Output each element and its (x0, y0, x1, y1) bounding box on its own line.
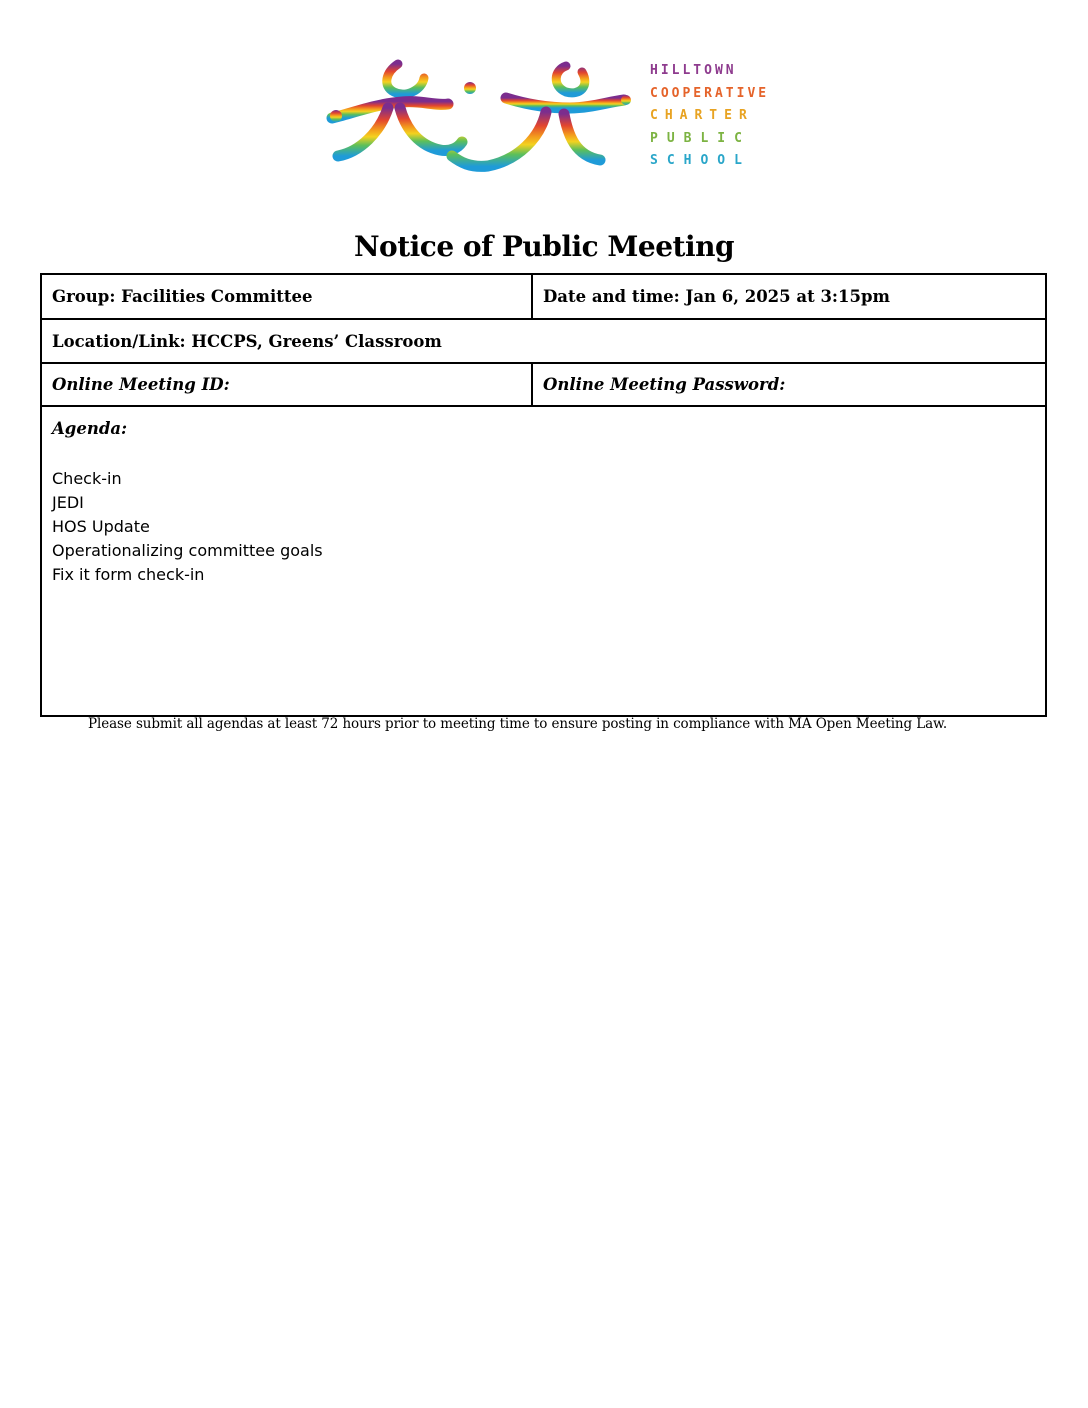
agenda-item: Check-in (52, 469, 122, 488)
logo-line-public: PUBLIC (650, 130, 751, 146)
logo-wordmark (650, 60, 790, 173)
logo-line-charter: CHARTER (650, 108, 754, 123)
group-field: Group: Facilities Committee (42, 275, 533, 318)
page-title: Notice of Public Meeting (353, 230, 735, 263)
agenda-item: JEDI (52, 493, 84, 512)
logo-figures-icon (320, 52, 640, 182)
online-meeting-id-field: Online Meeting ID: (42, 364, 533, 405)
date-time-field: Date and time: Jan 6, 2025 at 3:15pm (543, 287, 890, 306)
footer-note: Please submit all agendas at least 72 hours prior to meeting time to ensure posting in compliance with MA Open Meeting Law. (88, 716, 948, 732)
agenda-item: Operationalizing committee goals (52, 541, 323, 560)
school-logo (320, 52, 790, 182)
agenda-label: Agenda: (52, 419, 128, 438)
location-field: Location/Link: HCCPS, Greens’ Classroom (52, 331, 442, 351)
agenda-list (52, 467, 1035, 587)
agenda-item: HOS Update (52, 517, 150, 536)
form-row-location (42, 320, 1045, 364)
form-row-group-date (42, 275, 1045, 320)
meeting-notice-form (40, 273, 1047, 717)
agenda-section (42, 407, 1045, 715)
form-row-online (42, 364, 1045, 407)
logo-line-cooperative: COOPERATIVE (650, 85, 770, 101)
agenda-item: Fix it form check-in (52, 565, 205, 584)
online-meeting-password-field: Online Meeting Password: (543, 375, 786, 394)
logo-line-school: SCHOOL (650, 153, 751, 168)
logo-line-hilltown: HILLTOWN (650, 63, 737, 78)
